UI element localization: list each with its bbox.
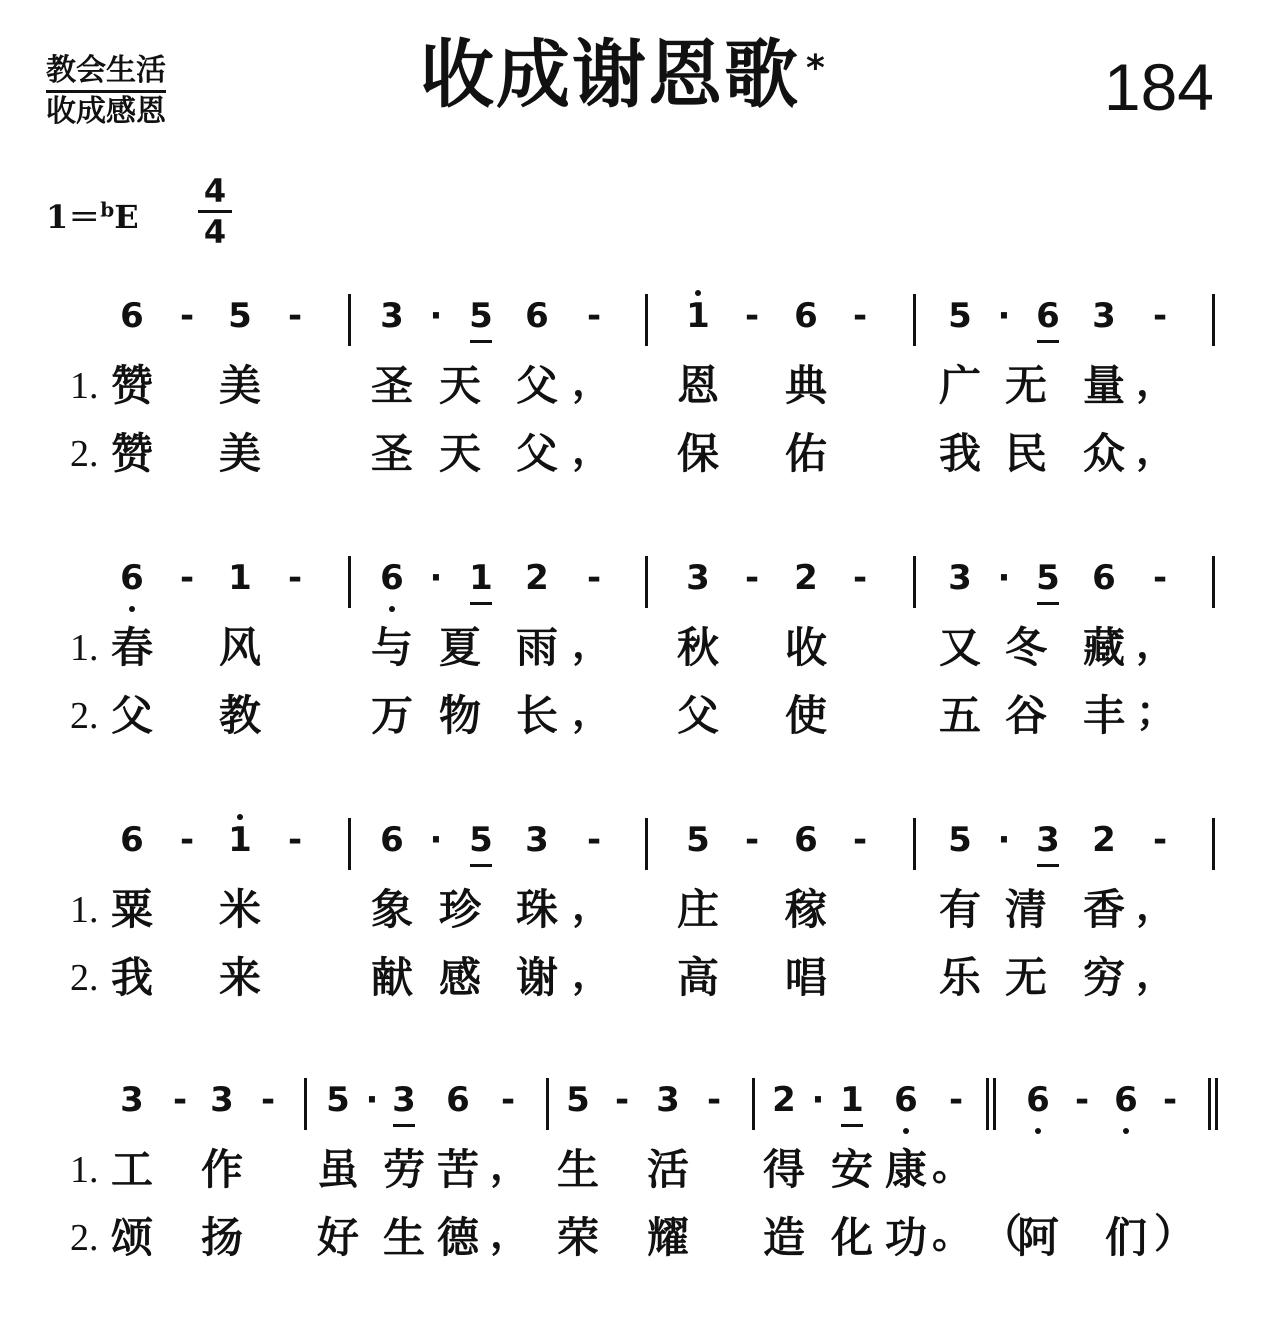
note: 3	[210, 1080, 234, 1120]
lyric-char: 赞	[110, 429, 153, 478]
lyric-punct: ，	[572, 359, 612, 405]
lyric-char: 五	[938, 691, 981, 740]
lyric-char: 美	[218, 429, 261, 478]
note: 6	[120, 296, 144, 336]
lyric-punct: ，	[1136, 951, 1176, 997]
lyric-char: 父	[110, 691, 153, 740]
note-dash: -	[1152, 558, 1168, 598]
verse-number: 1.	[70, 889, 99, 931]
barline	[1212, 294, 1215, 346]
note-dot: ·	[429, 820, 443, 860]
lyric-line	[0, 1142, 1280, 1202]
barline	[1212, 556, 1215, 608]
note-dot: ·	[429, 558, 443, 598]
lyric-char: 有	[938, 885, 981, 934]
lyric-char: 生	[556, 1145, 599, 1194]
lyric-char: 阿	[1016, 1213, 1059, 1262]
note: 5	[228, 296, 252, 336]
note-dash: -	[179, 296, 195, 336]
lyric-char: 稼	[784, 885, 827, 934]
lyric-char: 苦	[436, 1145, 479, 1194]
lyric-line	[0, 950, 1280, 1010]
lyric-char: 天	[438, 429, 481, 478]
lyric-char: 与	[370, 623, 413, 672]
lyric-char: 唱	[784, 953, 827, 1002]
note: 5	[466, 820, 496, 860]
notation-system	[0, 548, 1280, 798]
note: 5	[466, 296, 496, 336]
key-signature	[46, 192, 139, 238]
note: 6	[1033, 296, 1063, 336]
barline	[546, 1078, 549, 1130]
lyric-char: 佑	[784, 429, 827, 478]
lyric-char: 夏	[438, 623, 481, 672]
note-dash: -	[614, 1080, 630, 1120]
hymn-title	[420, 30, 827, 120]
lyric-char: 作	[200, 1145, 243, 1194]
lyric-punct: ，	[1136, 621, 1176, 667]
note-dash: -	[706, 1080, 722, 1120]
lyric-char: 耀	[646, 1213, 689, 1262]
lyric-char: 活	[646, 1145, 689, 1194]
note-dash: -	[744, 558, 760, 598]
lyric-char: 虽	[316, 1145, 359, 1194]
note: 2	[772, 1080, 796, 1120]
note: 2	[525, 558, 549, 598]
note: 3	[525, 820, 549, 860]
lyric-char: 扬	[200, 1213, 243, 1262]
lyric-char: 珠	[515, 885, 558, 934]
lyric-line	[0, 882, 1280, 942]
note-dash: -	[287, 296, 303, 336]
lyric-char: 化	[830, 1213, 873, 1262]
note: 5	[686, 820, 710, 860]
note: 1	[228, 558, 252, 598]
barline	[348, 294, 351, 346]
lyric-punct: ，	[572, 883, 612, 929]
lyric-punct: （	[982, 1211, 1022, 1257]
lyric-char: 秋	[676, 623, 719, 672]
lyric-punct: ，	[490, 1143, 530, 1189]
note-dash: -	[948, 1080, 964, 1120]
note-dot: ·	[997, 820, 1011, 860]
lyric-char: 穷	[1082, 953, 1125, 1002]
lyric-char: 我	[110, 953, 153, 1002]
lyric-char: 庄	[676, 885, 719, 934]
note: 1	[837, 1080, 867, 1120]
lyric-char: 教	[218, 691, 261, 740]
note-dash: -	[287, 820, 303, 860]
barline	[752, 1078, 755, 1130]
note: 6	[117, 558, 147, 598]
lyric-line	[0, 426, 1280, 486]
lyric-char: 父	[515, 361, 558, 410]
hymn-number: 184	[1103, 50, 1214, 124]
lyric-char: 高	[676, 953, 719, 1002]
lyric-punct: ，	[1136, 359, 1176, 405]
note: 6	[377, 558, 407, 598]
note-dash: -	[179, 820, 195, 860]
note: 3	[380, 296, 404, 336]
notation-system	[0, 1070, 1280, 1320]
key-note: E	[114, 198, 139, 236]
lyric-char: 万	[370, 691, 413, 740]
lyric-char: 安	[830, 1145, 873, 1194]
notation-row	[0, 548, 1280, 608]
note-dash: -	[1152, 820, 1168, 860]
note: 3	[389, 1080, 419, 1120]
note: 6	[1092, 558, 1116, 598]
lyric-line	[0, 620, 1280, 680]
note: 6	[1111, 1080, 1141, 1120]
note: 1	[466, 558, 496, 598]
verse-number: 1.	[70, 365, 99, 407]
lyric-punct: 。	[932, 1211, 972, 1257]
lyric-char: 象	[370, 885, 413, 934]
lyric-char: 功	[884, 1213, 927, 1262]
lyric-char: 我	[938, 429, 981, 478]
lyric-char: 谷	[1004, 691, 1047, 740]
note: 3	[120, 1080, 144, 1120]
lyric-char: 又	[938, 623, 981, 672]
lyric-char: 无	[1004, 361, 1047, 410]
lyric-char: 春	[110, 623, 153, 672]
note: 3	[686, 558, 710, 598]
lyric-char: 收	[784, 623, 827, 672]
note-dot: ·	[429, 296, 443, 336]
note-dash: -	[852, 558, 868, 598]
lyric-char: 民	[1004, 429, 1047, 478]
note-dash: -	[852, 296, 868, 336]
lyric-char: 雨	[515, 623, 558, 672]
note: 3	[948, 558, 972, 598]
note: 6	[794, 820, 818, 860]
lyric-punct: ，	[1136, 427, 1176, 473]
note: 2	[794, 558, 818, 598]
note: 2	[1092, 820, 1116, 860]
lyric-char: 珍	[438, 885, 481, 934]
lyric-char: 香	[1082, 885, 1125, 934]
lyric-punct: ；	[1136, 689, 1176, 735]
lyric-char: 颂	[110, 1213, 153, 1262]
lyric-char: 美	[218, 361, 261, 410]
lyric-char: 保	[676, 429, 719, 478]
barline	[913, 294, 916, 346]
barline	[348, 818, 351, 870]
note-dash: -	[852, 820, 868, 860]
verse-number: 2.	[70, 695, 99, 737]
verse-number: 1.	[70, 627, 99, 669]
note-dash: -	[586, 558, 602, 598]
lyric-char: 恩	[676, 361, 719, 410]
note-dash: -	[500, 1080, 516, 1120]
barline	[913, 818, 916, 870]
time-signature	[198, 172, 232, 251]
note: 5	[566, 1080, 590, 1120]
lyric-char: 粟	[110, 885, 153, 934]
note-dash: -	[586, 296, 602, 336]
lyric-char: 感	[438, 953, 481, 1002]
note-dash: -	[260, 1080, 276, 1120]
note: 5	[948, 820, 972, 860]
note: 6	[120, 820, 144, 860]
note: 5	[948, 296, 972, 336]
note: 3	[1033, 820, 1063, 860]
lyric-char: 物	[438, 691, 481, 740]
lyric-char: 广	[938, 361, 981, 410]
double-barline	[1208, 1078, 1218, 1130]
lyric-char: 藏	[1082, 623, 1125, 672]
note-dash: -	[172, 1080, 188, 1120]
lyric-char: 康	[884, 1145, 927, 1194]
lyric-char: 米	[218, 885, 261, 934]
lyric-punct: ，	[572, 621, 612, 667]
note-dot: ·	[365, 1080, 379, 1120]
verse-number: 1.	[70, 1149, 99, 1191]
note-dash: -	[179, 558, 195, 598]
lyric-line	[0, 688, 1280, 748]
verse-number: 2.	[70, 433, 99, 475]
lyric-char: 乐	[938, 953, 981, 1002]
lyric-punct: ，	[572, 951, 612, 997]
meter-top: 4	[198, 172, 232, 213]
lyric-punct: 。	[932, 1143, 972, 1189]
key-prefix: 1＝	[46, 198, 101, 236]
lyric-char: 天	[438, 361, 481, 410]
category-line-1: 教会生活	[46, 52, 166, 93]
note: 6	[446, 1080, 470, 1120]
note-dash: -	[287, 558, 303, 598]
lyric-char: 生	[382, 1213, 425, 1262]
lyric-char: 来	[218, 953, 261, 1002]
notation-row	[0, 810, 1280, 870]
barline	[348, 556, 351, 608]
note: 6	[891, 1080, 921, 1120]
lyric-char: 典	[784, 361, 827, 410]
barline	[1212, 818, 1215, 870]
note-dash: -	[744, 820, 760, 860]
lyric-line	[0, 1210, 1280, 1270]
note-dot: ·	[997, 558, 1011, 598]
category-line-2: 收成感恩	[46, 94, 166, 129]
title-footnote-mark: *	[806, 48, 827, 89]
lyric-char: 劳	[382, 1145, 425, 1194]
note: 1	[683, 296, 713, 336]
lyric-char: 父	[676, 691, 719, 740]
lyric-char: 长	[515, 691, 558, 740]
lyric-punct: ，	[1136, 883, 1176, 929]
barline	[645, 818, 648, 870]
lyric-char: 众	[1082, 429, 1125, 478]
lyric-punct: ）	[1154, 1211, 1194, 1257]
lyric-char: 无	[1004, 953, 1047, 1002]
lyric-char: 冬	[1004, 623, 1047, 672]
note: 6	[1023, 1080, 1053, 1120]
lyric-char: 德	[436, 1213, 479, 1262]
notation-row	[0, 1070, 1280, 1130]
lyric-punct: ，	[490, 1211, 530, 1257]
note-dash: -	[1152, 296, 1168, 336]
key-flat: b	[100, 197, 115, 222]
lyric-char: 使	[784, 691, 827, 740]
barline	[913, 556, 916, 608]
lyric-char: 量	[1082, 361, 1125, 410]
lyric-char: 圣	[370, 361, 413, 410]
lyric-char: 工	[110, 1145, 153, 1194]
note-dot: ·	[811, 1080, 825, 1120]
barline	[304, 1078, 307, 1130]
lyric-char: 谢	[515, 953, 558, 1002]
lyric-char: 父	[515, 429, 558, 478]
lyric-char: 丰	[1082, 691, 1125, 740]
notation-system	[0, 810, 1280, 1060]
note: 5	[326, 1080, 350, 1120]
note-dash: -	[1162, 1080, 1178, 1120]
lyric-char: 得	[762, 1145, 805, 1194]
lyric-line	[0, 358, 1280, 418]
verse-number: 2.	[70, 957, 99, 999]
notation-system	[0, 286, 1280, 536]
lyric-punct: ，	[572, 427, 612, 473]
lyric-char: 赞	[110, 361, 153, 410]
lyric-char: 清	[1004, 885, 1047, 934]
note-dash: -	[586, 820, 602, 860]
meter-bottom: 4	[203, 213, 227, 251]
lyric-char: 们	[1104, 1213, 1147, 1262]
lyric-char: 造	[762, 1213, 805, 1262]
lyric-char: 献	[370, 953, 413, 1002]
barline	[645, 556, 648, 608]
note-dot: ·	[997, 296, 1011, 336]
lyric-char: 圣	[370, 429, 413, 478]
note-dash: -	[1074, 1080, 1090, 1120]
note: 6	[380, 820, 404, 860]
lyric-punct: ，	[572, 689, 612, 735]
hymn-title-text: 收成谢恩歌	[420, 32, 800, 118]
lyric-char: 荣	[556, 1213, 599, 1262]
barline	[645, 294, 648, 346]
note: 1	[225, 820, 255, 860]
note-dash: -	[744, 296, 760, 336]
lyric-char: 风	[218, 623, 261, 672]
note: 5	[1033, 558, 1063, 598]
note: 6	[794, 296, 818, 336]
note: 6	[525, 296, 549, 336]
lyric-char: 好	[316, 1213, 359, 1262]
category-label	[46, 52, 166, 131]
note: 3	[1092, 296, 1116, 336]
double-barline	[986, 1078, 996, 1130]
note: 3	[656, 1080, 680, 1120]
verse-number: 2.	[70, 1217, 99, 1259]
notation-row	[0, 286, 1280, 346]
